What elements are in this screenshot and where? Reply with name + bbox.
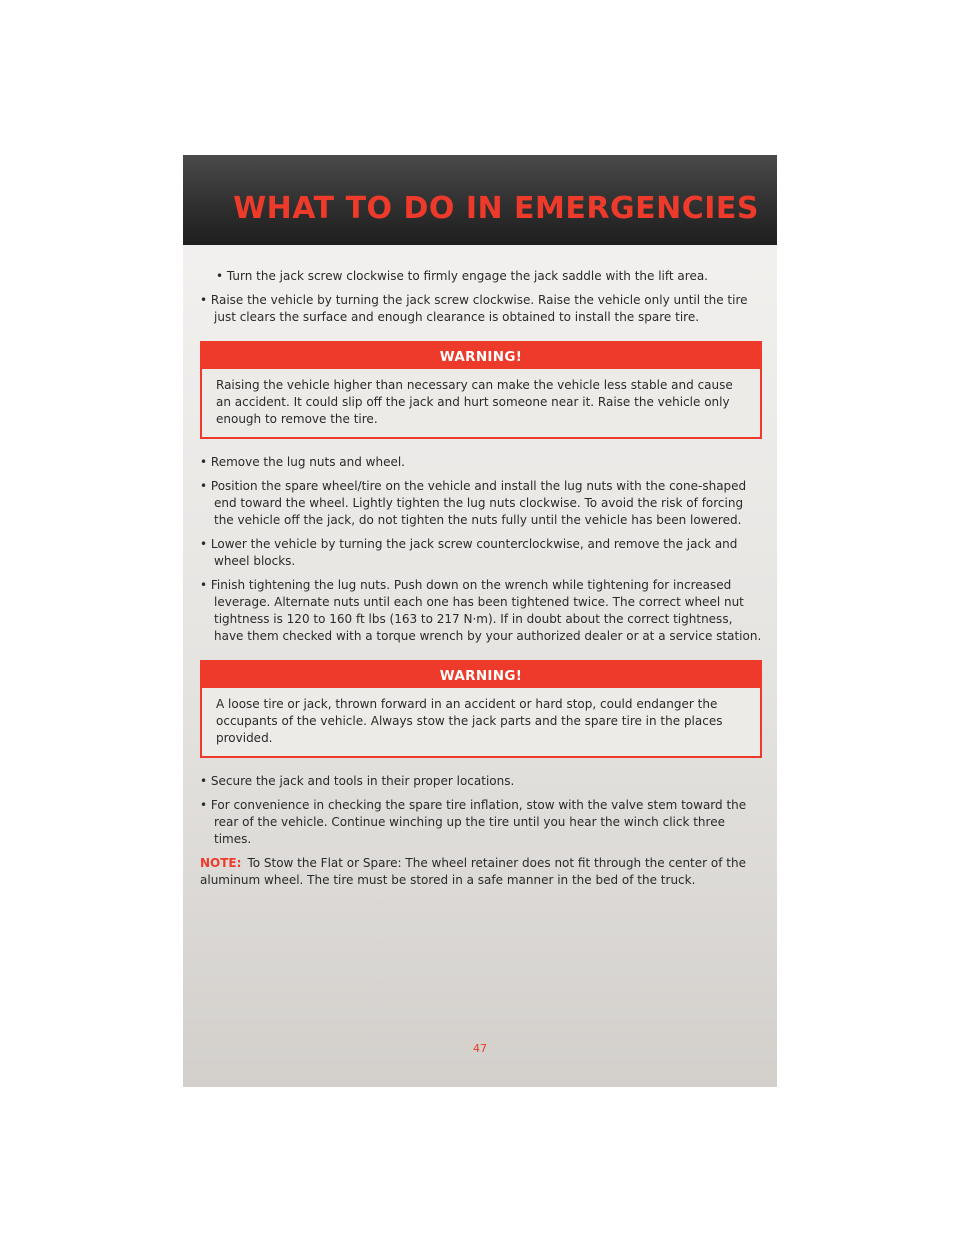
warning-box [200,660,762,758]
warning-heading: WARNING! [202,662,760,688]
note-label: NOTE: [200,856,242,870]
warning-text: A loose tire or jack, thrown forward in an accident or hard stop, could endanger the occupants of the vehicle. Always stow the jack parts and the spare tire in the places provided. [216,697,723,745]
warning-box [200,341,762,439]
bullet-item: • Remove the lug nuts and wheel. [200,455,405,469]
note-text: To Stow the Flat or Spare: The wheel retainer does not fit through the center of the aluminum wheel. The tire must be stored in a safe manner in the bed of the truck. [200,856,746,887]
bullet-item: • Turn the jack screw clockwise to firmly engage the jack saddle with the lift area. [216,269,708,283]
page-number: 47 [473,1042,487,1055]
page-content [200,268,762,889]
manual-page [183,155,777,1087]
note-paragraph [200,855,762,889]
section-title: WHAT TO DO IN EMERGENCIES [233,191,759,226]
bullet-item: • Position the spare wheel/tire on the vehicle and install the lug nuts with the cone-shaped end toward the wheel. Lightly tighten the lug nuts clockwise. To avoid the risk of forcing the vehicle off the jack, do not tighten the nuts fully until the vehicle has been lowered. [200,479,747,527]
bullet-item: • Raise the vehicle by turning the jack screw clockwise. Raise the vehicle only until the tire just clears the surface and enough clearance is obtained to install the spare tire. [200,293,748,324]
bullet-item: • Finish tightening the lug nuts. Push down on the wrench while tightening for increased leverage. Alternate nuts until each one has been tightened twice. The correct wheel nut tightness is 120 to 160 ft lbs (163 to 217 N·m). If in doubt about the correct tightness, have them checked with a torque wrench by your authorized dealer or at a service station. [200,578,762,643]
bullet-item: • Lower the vehicle by turning the jack screw counterclockwise, and remove the jack and wheel blocks. [200,537,738,568]
section-header [183,155,777,245]
warning-heading: WARNING! [202,343,760,369]
bullet-item: • Secure the jack and tools in their proper locations. [200,774,515,788]
warning-text: Raising the vehicle higher than necessary can make the vehicle less stable and cause an accident. It could slip off the jack and hurt someone near it. Raise the vehicle only enough to remove the tire. [216,378,733,426]
bullet-item: • For convenience in checking the spare tire inflation, stow with the valve stem toward the rear of the vehicle. Continue winching up the tire until you hear the winch click three times. [200,798,747,846]
